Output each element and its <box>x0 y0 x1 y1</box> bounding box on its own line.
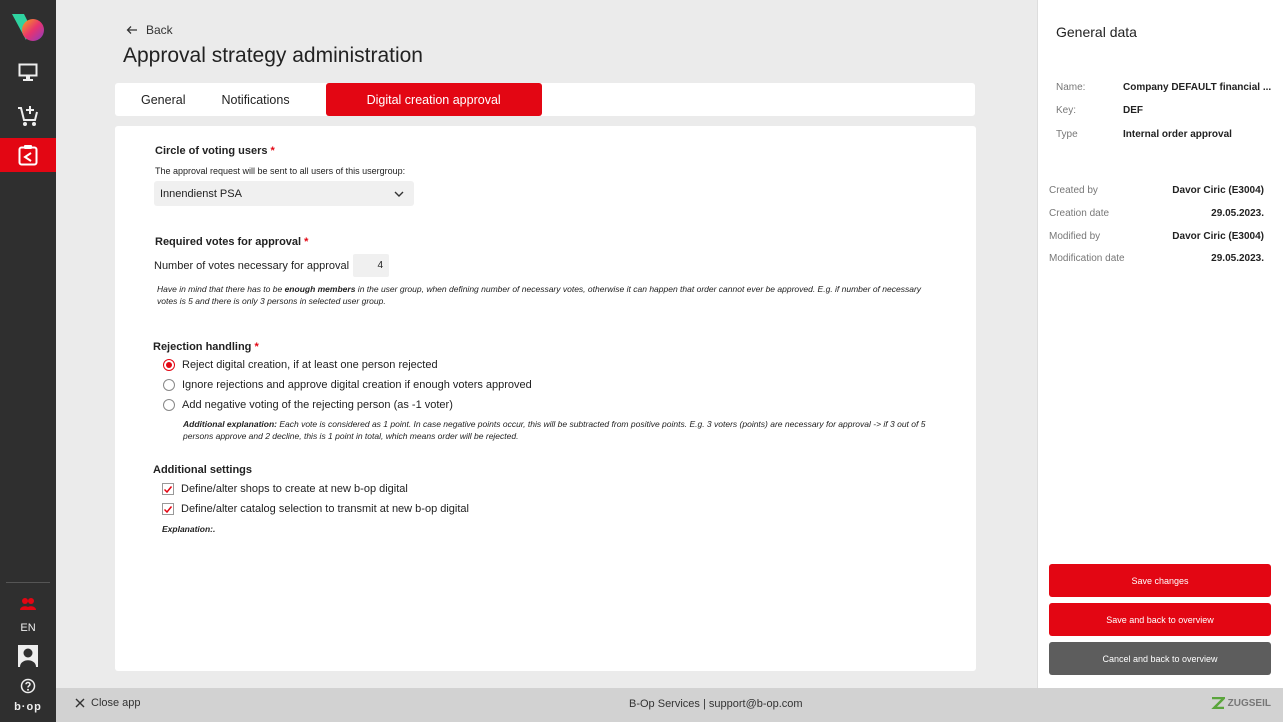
zugseil-logo <box>1211 697 1271 709</box>
option-label: Define/alter shops to create at new b-op digital <box>181 483 408 495</box>
votes-note <box>157 283 942 307</box>
settings-card <box>115 126 976 671</box>
votes-note-emphasis: enough members <box>284 284 356 294</box>
close-icon <box>75 698 85 708</box>
meta-value: Davor Ciric (E3004) <box>1172 231 1264 242</box>
option-define-shops[interactable] <box>162 483 408 495</box>
votes-note-start: Have in mind that there has to be <box>157 284 285 294</box>
additional-settings-title: Additional settings <box>153 464 252 476</box>
required-mark: * <box>270 145 275 157</box>
back-link[interactable] <box>126 23 173 37</box>
voting-users-title: Circle of voting users <box>155 145 268 157</box>
field-value: Internal order approval <box>1123 129 1232 140</box>
meta-key: Creation date <box>1049 208 1110 219</box>
rejection-option-label: Add negative voting of the rejecting person (as -1 voter) <box>182 399 453 411</box>
tab-notifications[interactable]: Notifications <box>221 92 290 107</box>
monitor-icon[interactable] <box>0 58 56 86</box>
meta-value: 29.05.2023. <box>1211 253 1264 264</box>
votes-count-label: Number of votes necessary for approval <box>154 260 350 272</box>
group-users-icon[interactable] <box>0 593 56 615</box>
support-info: B-Op Services | support@b-op.com <box>629 698 803 710</box>
meta-key: Created by <box>1049 185 1098 196</box>
required-mark: * <box>254 341 259 353</box>
back-label: Back <box>146 23 173 37</box>
rejection-explanation-label: Additional explanation: <box>183 419 277 429</box>
checkbox-checked[interactable] <box>162 503 174 515</box>
rejection-option-ignore[interactable] <box>163 379 532 391</box>
field-key: Name: <box>1056 82 1086 93</box>
chevron-down-icon <box>394 191 404 197</box>
field-key: Type <box>1056 129 1078 140</box>
field-value: Company DEFAULT financial ... <box>1123 82 1272 93</box>
required-votes-title: Required votes for approval <box>155 236 302 248</box>
close-app-label: Close app <box>91 697 141 709</box>
close-app-button[interactable] <box>75 697 141 709</box>
explanation-label: Explanation:. <box>162 524 216 534</box>
general-data-title: General data <box>1056 24 1137 40</box>
rejection-title: Rejection handling <box>153 341 252 353</box>
tab-bar <box>115 83 975 116</box>
meta-value: 29.05.2023. <box>1211 208 1264 219</box>
votes-note-end: in the user group, when defining number of necessary votes, otherwise it can happen that order cannot ever be approved. E.g. if number of necessary votes is 5 and there is only 3 persons in selected user group. <box>157 284 922 306</box>
approval-icon[interactable] <box>0 138 56 172</box>
radio-selected[interactable] <box>163 359 175 371</box>
rejection-option-reject[interactable] <box>163 359 438 371</box>
option-label: Define/alter catalog selection to transmit at new b-op digital <box>181 503 469 515</box>
bop-brand-logo: b·op <box>14 701 42 713</box>
general-data-panel <box>1037 0 1283 688</box>
rail-divider <box>6 582 50 583</box>
radio-unselected[interactable] <box>163 379 175 391</box>
option-define-catalog[interactable] <box>162 503 469 515</box>
rejection-option-label: Reject digital creation, if at least one person rejected <box>182 359 438 371</box>
required-mark: * <box>304 236 309 248</box>
votes-count-input[interactable]: 4 <box>353 254 389 277</box>
save-and-back-button[interactable]: Save and back to overview <box>1049 603 1271 636</box>
field-key: Key: <box>1056 105 1077 116</box>
meta-key: Modified by <box>1049 231 1101 242</box>
save-changes-button[interactable]: Save changes <box>1049 564 1271 597</box>
page-title: Approval strategy administration <box>123 44 423 67</box>
voting-users-heading <box>155 145 275 157</box>
meta-value: Davor Ciric (E3004) <box>1172 185 1264 196</box>
main-area <box>56 0 1037 688</box>
rejection-option-label: Ignore rejections and approve digital creation if enough voters approved <box>182 379 532 391</box>
zugseil-mark-icon <box>1211 697 1225 709</box>
rejection-option-negative[interactable] <box>163 399 453 411</box>
arrow-left-icon <box>126 25 138 35</box>
rejection-explanation-text: Each vote is considered as 1 point. In case negative points occur, this will be subtracted from positive points. E.g. 3 voters (points) are necessary for approval -> if 3 out of 5 persons approve and 2 decline, this is 1 point in total, which means order will be rejected. <box>183 419 926 441</box>
checkmark-icon <box>163 505 173 514</box>
help-icon[interactable] <box>0 676 56 696</box>
app-logo-icon[interactable] <box>0 8 56 48</box>
tab-general[interactable]: General <box>141 92 186 107</box>
checkbox-checked[interactable] <box>162 483 174 495</box>
zugseil-wordmark: ZUGSEIL <box>1227 697 1271 709</box>
cancel-and-back-button[interactable]: Cancel and back to overview <box>1049 642 1271 675</box>
tab-digital-creation-approval[interactable]: Digital creation approval <box>326 83 542 116</box>
left-rail <box>0 0 56 722</box>
required-votes-heading <box>155 236 308 248</box>
voting-users-description: The approval request will be sent to all users of this usergroup: <box>155 166 406 176</box>
language-switch[interactable]: EN <box>20 622 36 634</box>
add-to-cart-icon[interactable] <box>0 101 56 131</box>
field-value: DEF <box>1123 105 1143 116</box>
user-avatar-icon[interactable] <box>0 644 56 668</box>
checkmark-icon <box>163 485 173 494</box>
rejection-explanation <box>183 418 943 442</box>
radio-unselected[interactable] <box>163 399 175 411</box>
usergroup-select-value: Innendienst PSA <box>160 187 242 200</box>
meta-key: Modification date <box>1049 253 1125 264</box>
footer-bar <box>56 688 1283 722</box>
rejection-heading <box>153 341 259 353</box>
usergroup-select[interactable] <box>154 181 414 206</box>
